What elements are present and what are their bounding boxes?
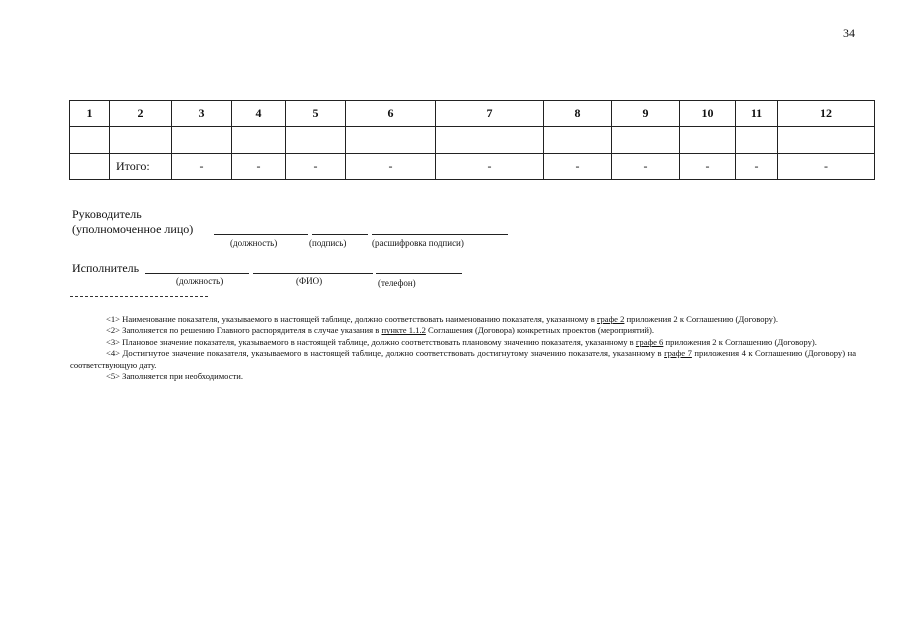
footnote-2 — [70, 325, 856, 336]
table-cell — [232, 127, 286, 153]
total-cell: - — [172, 153, 232, 179]
header-cell: 7 — [436, 101, 544, 127]
footnote-4 — [70, 348, 856, 371]
total-cell: - — [346, 153, 436, 179]
total-cell: - — [736, 153, 778, 179]
total-row — [70, 153, 875, 179]
footnote-separator — [70, 296, 208, 297]
executor-position-line — [145, 273, 249, 274]
total-cell: - — [778, 153, 875, 179]
head-caption-sign: (подпись) — [309, 238, 347, 248]
footnote-text: <2> Заполняется по решению Главного распорядителя в случае указания в — [106, 325, 382, 336]
footnote-text: <1> Наименование показателя, указываемого в настоящей таблице, должно соответствовать наименованию показателя, указанному в — [106, 314, 597, 324]
header-cell: 9 — [612, 101, 680, 127]
table-cell — [436, 127, 544, 153]
footnote-text: приложения 2 к Соглашению (Договору). — [624, 314, 778, 324]
executor-title: Исполнитель — [72, 261, 140, 275]
footnote-text: <3> Плановое значение показателя, указываемого в настоящей таблице, должно соответствовать плановому значению показателя, указанному в — [106, 336, 636, 347]
footnote-link[interactable]: графе 2 — [596, 314, 625, 324]
head-caption-decode: (расшифровка подписи) — [372, 238, 464, 248]
footnote-3 — [70, 337, 856, 348]
table-cell — [70, 153, 110, 179]
table-row — [70, 127, 875, 153]
table-cell — [778, 127, 875, 153]
footnote-5 — [70, 371, 856, 382]
executor-caption-position: (должность) — [176, 276, 224, 286]
header-cell: 8 — [544, 101, 612, 127]
total-cell: - — [436, 153, 544, 179]
total-cell: - — [612, 153, 680, 179]
head-subtitle: (уполномоченное лицо) — [72, 222, 194, 236]
table-cell — [736, 127, 778, 153]
table-cell — [110, 127, 172, 153]
footnote-link[interactable]: графе 6 — [635, 336, 664, 347]
table-cell — [612, 127, 680, 153]
table-cell — [680, 127, 736, 153]
header-cell: 3 — [172, 101, 232, 127]
header-cell: 5 — [286, 101, 346, 127]
report-table — [69, 100, 875, 180]
executor-phone-line — [376, 273, 462, 274]
footnote-1 — [70, 314, 856, 325]
footnote-link[interactable]: пункте 1.1.2 — [381, 325, 426, 336]
head-title: Руководитель — [72, 207, 142, 221]
table-cell — [346, 127, 436, 153]
footnote-text: приложения 4 к Соглашению (Договору) на соответствующую дату. — [70, 348, 857, 370]
table-cell — [544, 127, 612, 153]
total-cell: - — [544, 153, 612, 179]
head-sign-line — [312, 234, 368, 235]
header-cell: 11 — [736, 101, 778, 127]
total-cell: - — [232, 153, 286, 179]
total-label: Итого: — [110, 153, 172, 179]
header-cell: 6 — [346, 101, 436, 127]
page-number: 34 — [843, 26, 855, 40]
executor-caption-phone: (телефон) — [378, 278, 416, 288]
header-cell: 10 — [680, 101, 736, 127]
footnote-text: <5> Заполняется при необходимости. — [106, 371, 244, 382]
footnote-text: <4> Достигнутое значение показателя, указываемого в настоящей таблице, должно соответствовать достигнутому значению показателя, указанному в — [106, 348, 665, 359]
footnotes — [70, 314, 856, 382]
total-cell: - — [680, 153, 736, 179]
table-cell — [70, 127, 110, 153]
table-header-row — [70, 101, 875, 127]
footnote-text: приложения 2 к Соглашению (Договору). — [663, 336, 817, 347]
executor-name-line — [253, 273, 373, 274]
head-caption-position: (должность) — [230, 238, 278, 248]
header-cell: 2 — [110, 101, 172, 127]
header-cell: 12 — [778, 101, 875, 127]
header-cell: 4 — [232, 101, 286, 127]
head-decode-line — [372, 234, 508, 235]
table-cell — [172, 127, 232, 153]
total-cell: - — [286, 153, 346, 179]
footnote-link[interactable]: графе 7 — [664, 348, 692, 359]
executor-caption-name: (ФИО) — [296, 276, 323, 286]
header-cell: 1 — [70, 101, 110, 127]
table-cell — [286, 127, 346, 153]
footnote-text: Соглашения (Договора) конкретных проектов (мероприятий). — [425, 325, 654, 336]
head-position-line — [214, 234, 308, 235]
